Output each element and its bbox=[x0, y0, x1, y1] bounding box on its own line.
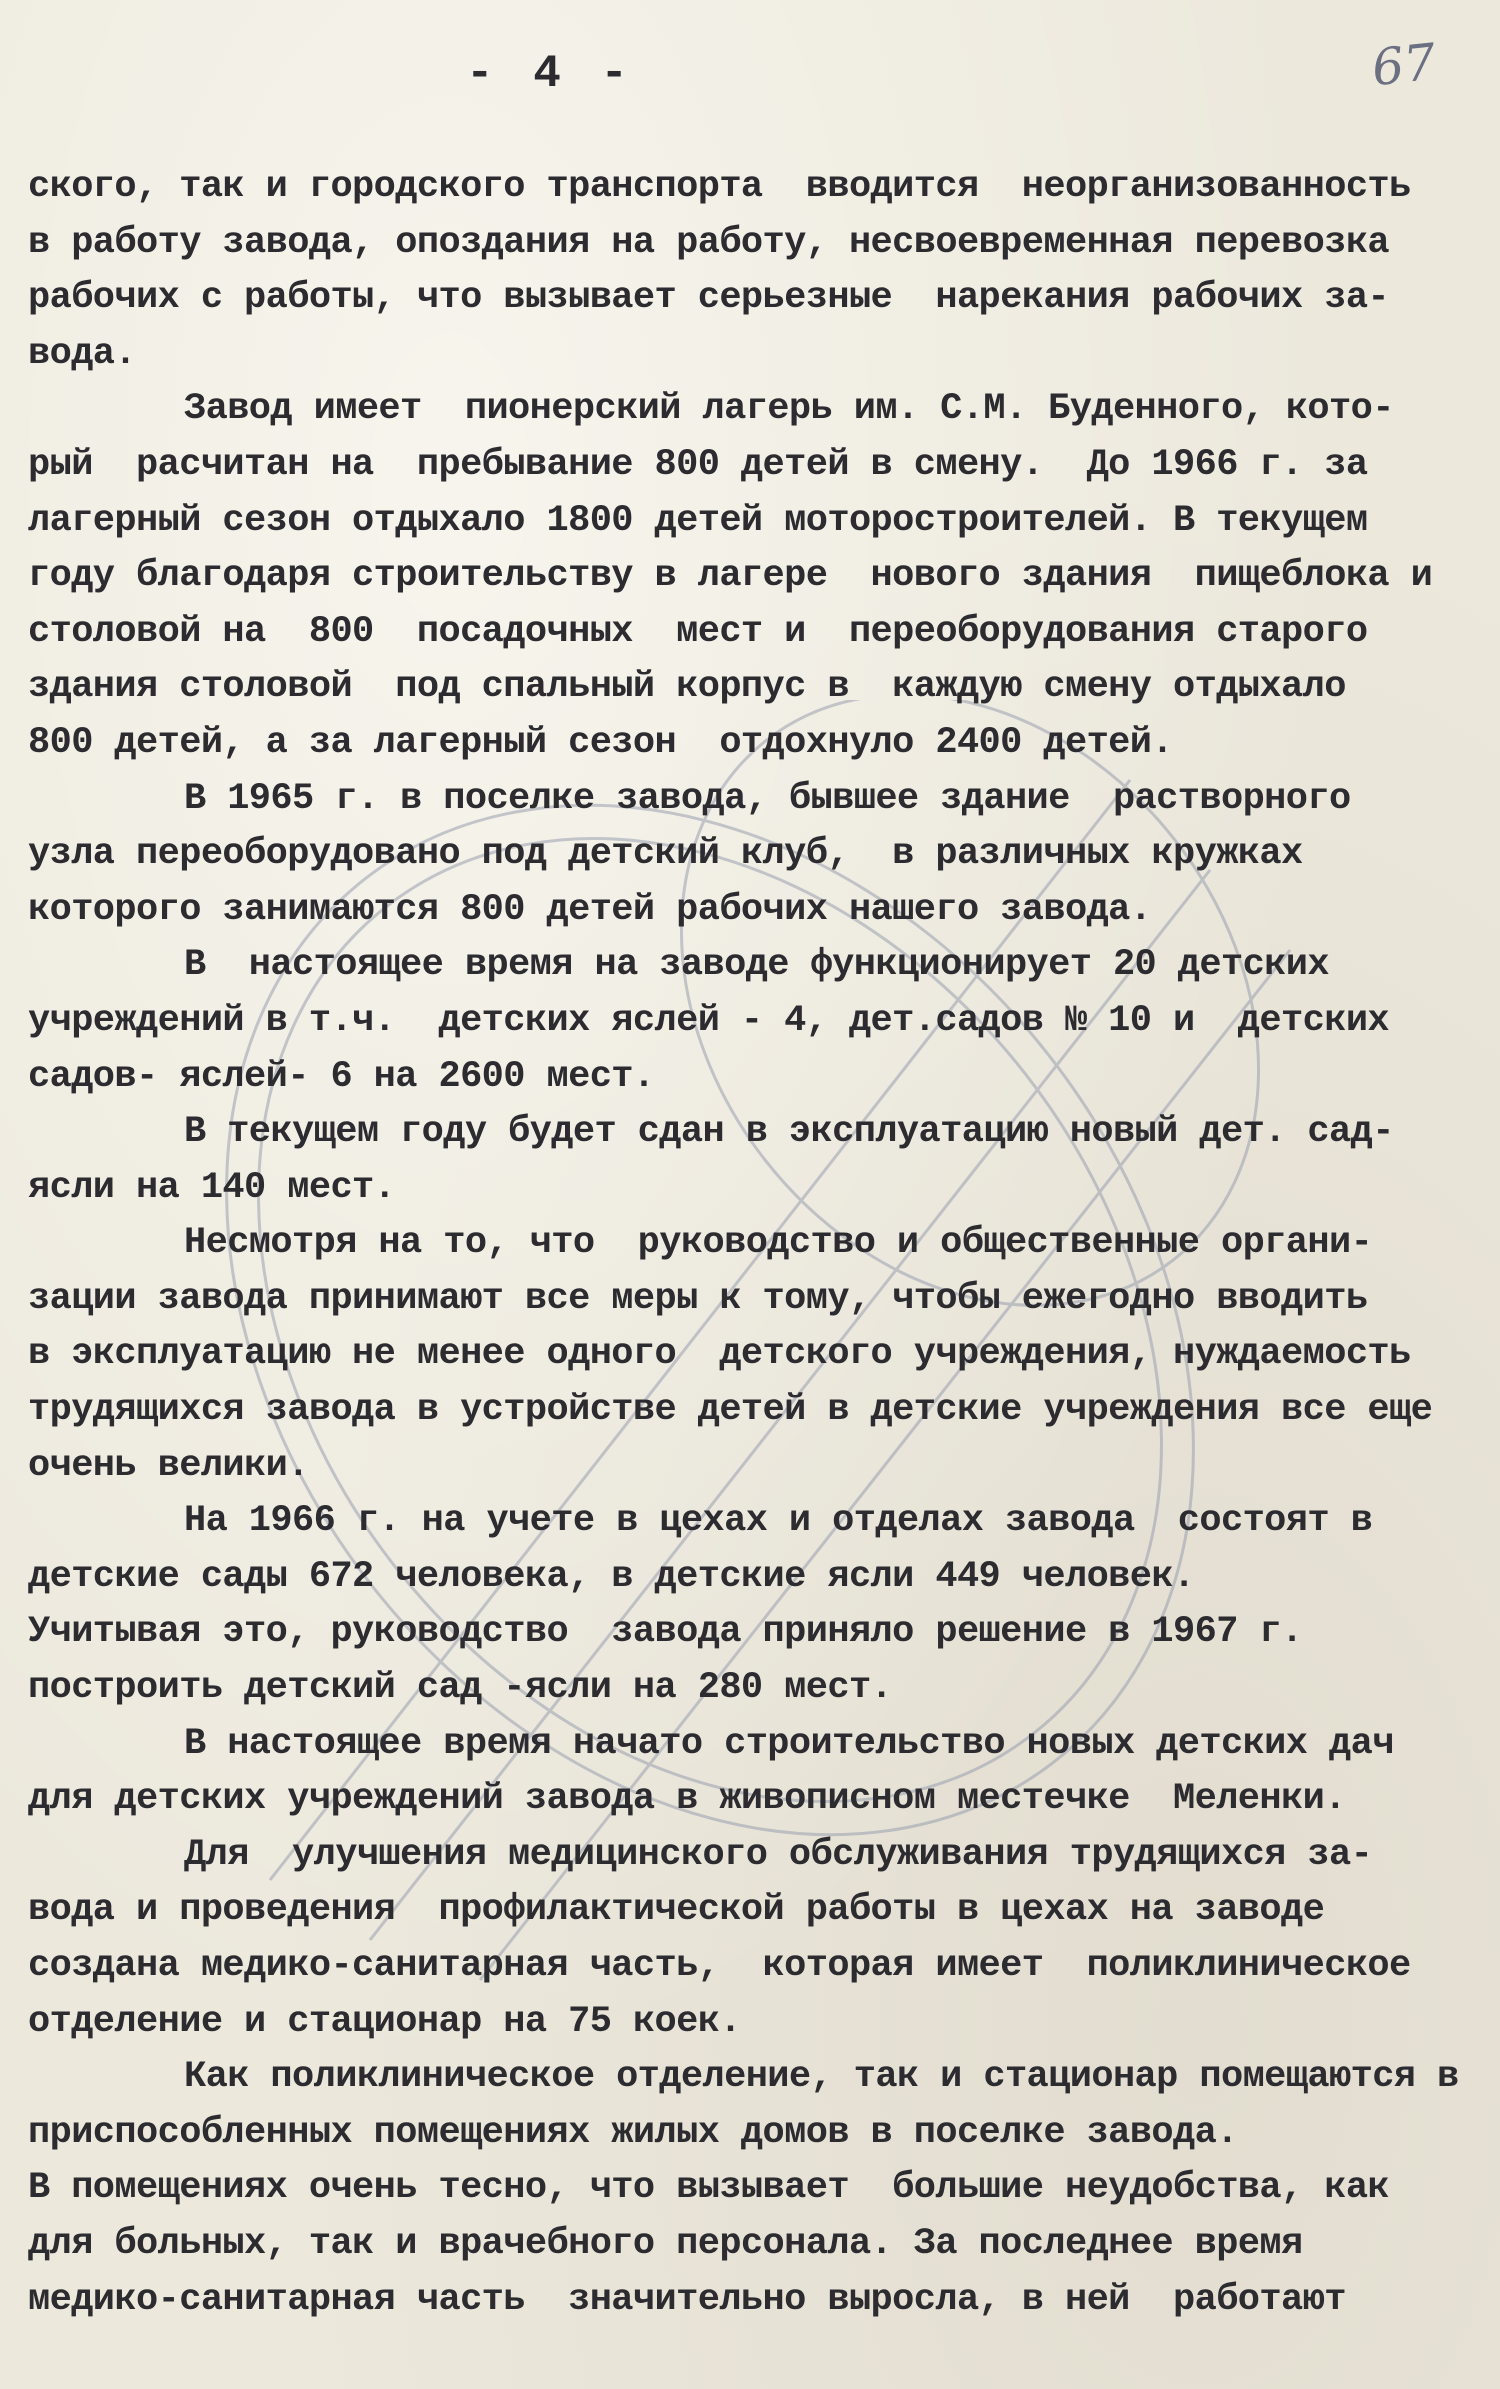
text-line: ясли на 140 мест. bbox=[28, 1166, 396, 1209]
text-line: которого занимаются 800 детей рабочих нашего завода. bbox=[28, 888, 1152, 931]
text-line: для детских учреждений завода в живописном местечке Меленки. bbox=[28, 1778, 1346, 1821]
text-line: рый расчитан на пребывание 800 детей в смену. До 1966 г. за bbox=[28, 443, 1368, 486]
text-line: вода. bbox=[28, 332, 137, 375]
text-line: детские сады 672 человека, в детские ясли 449 человек. bbox=[28, 1555, 1195, 1598]
text-line: 800 детей, а за лагерный сезон отдохнуло 2400 детей. bbox=[28, 721, 1173, 764]
page-number: - 4 - bbox=[465, 48, 635, 100]
text-line: столовой на 800 посадочных мест и переоборудования старого bbox=[28, 610, 1368, 653]
text-line: в эксплуатацию не менее одного детского учреждения, нуждаемость bbox=[28, 1333, 1411, 1376]
text-line: году благодаря строительству в лагере нового здания пищеблока и bbox=[28, 555, 1433, 598]
text-line: трудящихся завода в устройстве детей в детские учреждения все еще bbox=[28, 1389, 1433, 1432]
text-line: зации завода принимают все меры к тому, чтобы ежегодно вводить bbox=[28, 1277, 1368, 1320]
typed-body-text bbox=[28, 160, 1488, 2328]
text-line: рабочих с работы, что вызывает серьезные нарекания рабочих за- bbox=[28, 277, 1390, 320]
text-line: Несмотря на то, что руководство и общественные органи- bbox=[184, 1222, 1373, 1265]
text-line: узла переоборудовано под детский клуб, в различных кружках bbox=[28, 833, 1303, 876]
text-line: В 1965 г. в поселке завода, бывшее здание растворного bbox=[184, 777, 1351, 820]
text-line: для больных, так и врачебного персонала. За последнее время bbox=[28, 2222, 1303, 2265]
text-line: приспособленных помещениях жилых домов в поселке завода. bbox=[28, 2111, 1238, 2154]
text-line: ского, так и городского транспорта вводится неорганизованность bbox=[28, 166, 1411, 208]
text-line: Для улучшения медицинского обслуживания трудящихся за- bbox=[184, 1833, 1373, 1876]
text-line: построить детский сад -ясли на 280 мест. bbox=[28, 1667, 893, 1710]
text-line: учреждений в т.ч. детских яслей - 4, дет.садов № 10 и детских bbox=[28, 999, 1390, 1042]
text-line: здания столовой под спальный корпус в каждую смену отдыхало bbox=[28, 666, 1346, 709]
text-line: Как поликлиническое отделение, так и стационар помещаются в bbox=[184, 2056, 1459, 2099]
handwritten-archive-number: 67 bbox=[1369, 32, 1439, 98]
text-line: отделение и стационар на 75 коек. bbox=[28, 2000, 741, 2043]
text-line: Учитывая это, руководство завода приняло решение в 1967 г. bbox=[28, 1611, 1303, 1654]
text-line: В помещениях очень тесно, что вызывает большие неудобства, как bbox=[28, 2167, 1390, 2210]
text-line: В текущем году будет сдан в эксплуатацию новый дет. сад- bbox=[184, 1111, 1394, 1154]
text-line: В настоящее время на заводе функционирует 20 детских bbox=[184, 944, 1329, 987]
text-line: создана медико-санитарная часть, которая имеет поликлиническое bbox=[28, 1945, 1411, 1987]
text-line: очень велики. bbox=[28, 1444, 309, 1487]
text-line: На 1966 г. на учете в цехах и отделах завода состоят в bbox=[184, 1500, 1373, 1543]
text-line: Завод имеет пионерский лагерь им. С.М. Буденного, кото- bbox=[184, 388, 1394, 431]
text-line: садов- яслей- 6 на 2600 мест. bbox=[28, 1055, 655, 1098]
text-line: вода и проведения профилактической работы в цехах на заводе bbox=[28, 1889, 1325, 1932]
text-line: лагерный сезон отдыхало 1800 детей моторостроителей. В текущем bbox=[28, 499, 1368, 542]
text-line: в работу завода, опоздания на работу, несвоевременная перевозка bbox=[28, 221, 1390, 264]
text-line: медико-санитарная часть значительно выросла, в ней работают bbox=[28, 2278, 1346, 2321]
text-line: В настоящее время начато строительство новых детских дач bbox=[184, 1722, 1394, 1765]
